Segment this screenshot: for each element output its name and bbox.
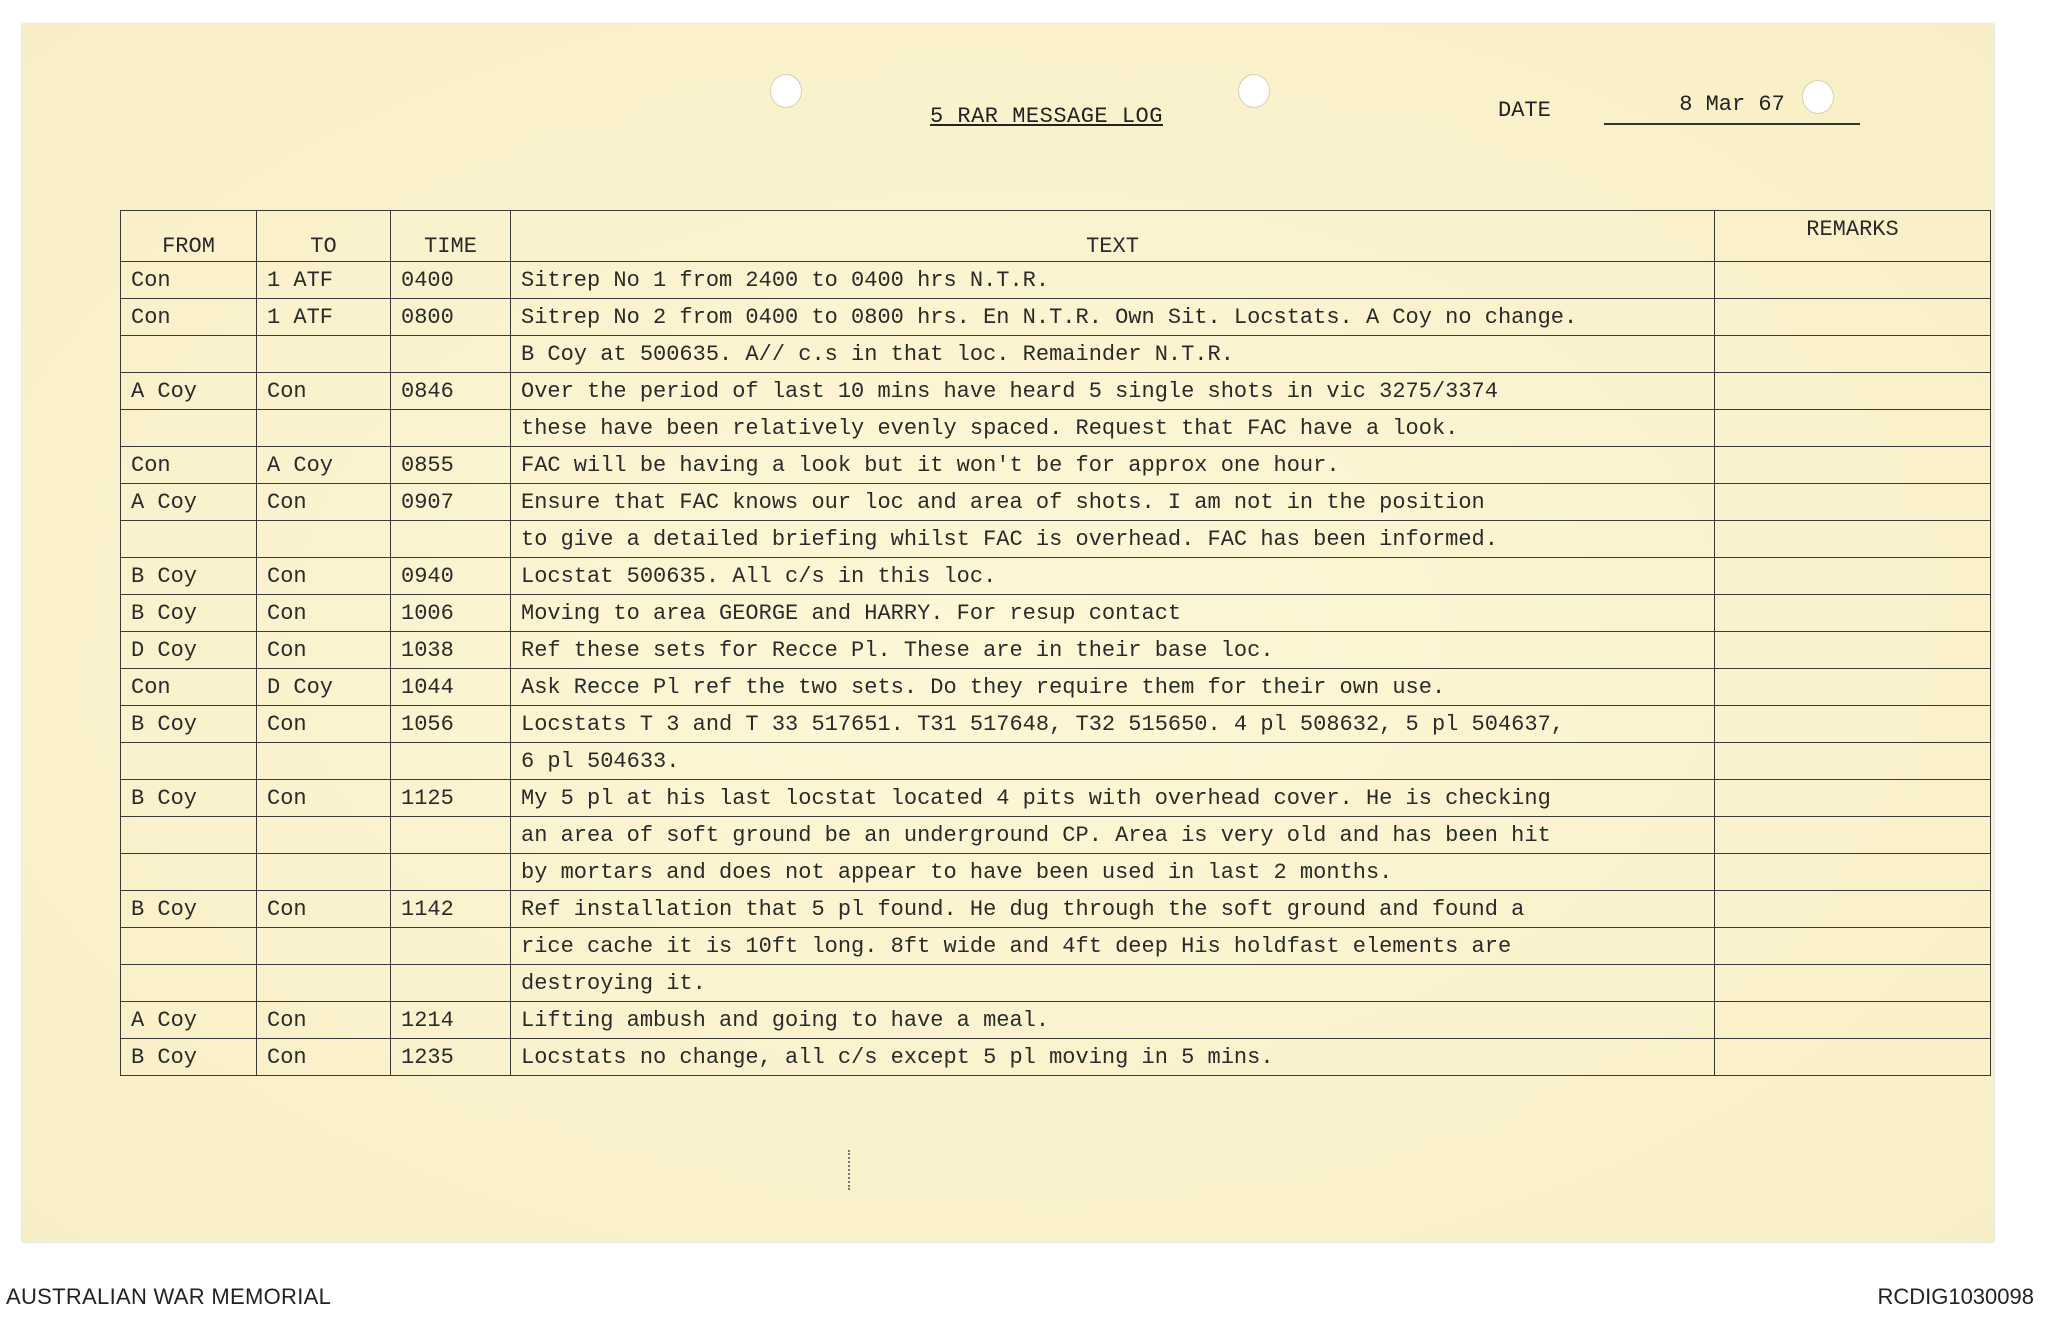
punch-hole — [770, 74, 802, 108]
cell-time: 1235 — [391, 1039, 511, 1076]
cell-to: Con — [257, 780, 391, 817]
table-row — [121, 262, 1991, 299]
cell-from: B Coy — [121, 558, 257, 595]
cell-text: 6 pl 504633. — [511, 743, 1715, 780]
table-row — [121, 891, 1991, 928]
cell-remarks — [1715, 373, 1991, 410]
cell-to: Con — [257, 595, 391, 632]
cell-time — [391, 743, 511, 780]
cell-time: 1056 — [391, 706, 511, 743]
document-title: 5 RAR MESSAGE LOG — [930, 104, 1163, 129]
cell-text: Sitrep No 1 from 2400 to 0400 hrs N.T.R. — [511, 262, 1715, 299]
cell-remarks — [1715, 706, 1991, 743]
table-row — [121, 373, 1991, 410]
cell-to: Con — [257, 891, 391, 928]
cell-remarks — [1715, 780, 1991, 817]
cell-remarks — [1715, 336, 1991, 373]
cell-time: 1006 — [391, 595, 511, 632]
cell-text: Locstats T 3 and T 33 517651. T31 517648, T32 515650. 4 pl 508632, 5 pl 504637, — [511, 706, 1715, 743]
cell-to: Con — [257, 373, 391, 410]
cell-to — [257, 410, 391, 447]
cell-time — [391, 928, 511, 965]
cell-to: Con — [257, 484, 391, 521]
cell-remarks — [1715, 632, 1991, 669]
table-row — [121, 965, 1991, 1002]
cell-time — [391, 965, 511, 1002]
cell-from: B Coy — [121, 891, 257, 928]
cell-from — [121, 817, 257, 854]
cell-from: Con — [121, 669, 257, 706]
cell-text: Ref these sets for Recce Pl. These are in their base loc. — [511, 632, 1715, 669]
cell-from: Con — [121, 447, 257, 484]
cell-time: 0940 — [391, 558, 511, 595]
table-row — [121, 595, 1991, 632]
column-header-time: TIME — [391, 211, 511, 262]
cell-text: B Coy at 500635. A// c.s in that loc. Remainder N.T.R. — [511, 336, 1715, 373]
message-log-table — [120, 210, 1991, 1076]
cell-text: Over the period of last 10 mins have heard 5 single shots in vic 3275/3374 — [511, 373, 1715, 410]
cell-to: 1 ATF — [257, 299, 391, 336]
cell-to: A Coy — [257, 447, 391, 484]
header-row — [121, 211, 1991, 262]
cell-from: A Coy — [121, 484, 257, 521]
cell-time: 1214 — [391, 1002, 511, 1039]
cell-remarks — [1715, 1002, 1991, 1039]
cell-to — [257, 965, 391, 1002]
cell-from: A Coy — [121, 373, 257, 410]
column-header-remarks: REMARKS — [1715, 211, 1991, 262]
cell-from — [121, 965, 257, 1002]
cell-remarks — [1715, 854, 1991, 891]
cell-time: 1044 — [391, 669, 511, 706]
table-row — [121, 743, 1991, 780]
table-row — [121, 484, 1991, 521]
cell-from — [121, 521, 257, 558]
table-row — [121, 817, 1991, 854]
cell-time: 1125 — [391, 780, 511, 817]
cell-to: Con — [257, 1039, 391, 1076]
cell-from: B Coy — [121, 595, 257, 632]
cell-to: Con — [257, 1002, 391, 1039]
cell-remarks — [1715, 1039, 1991, 1076]
cell-to: Con — [257, 706, 391, 743]
cell-text: to give a detailed briefing whilst FAC is overhead. FAC has been informed. — [511, 521, 1715, 558]
cell-time: 0400 — [391, 262, 511, 299]
cell-from — [121, 854, 257, 891]
footer-source: AUSTRALIAN WAR MEMORIAL — [6, 1284, 332, 1309]
cell-from: B Coy — [121, 1039, 257, 1076]
cell-text: Locstats no change, all c/s except 5 pl moving in 5 mins. — [511, 1039, 1715, 1076]
cell-from — [121, 928, 257, 965]
cell-from — [121, 743, 257, 780]
table-row — [121, 632, 1991, 669]
punch-hole — [1238, 74, 1270, 108]
cell-text: an area of soft ground be an underground CP. Area is very old and has been hit — [511, 817, 1715, 854]
column-header-text: TEXT — [511, 211, 1715, 262]
cell-to: Con — [257, 632, 391, 669]
table-row — [121, 854, 1991, 891]
cell-remarks — [1715, 891, 1991, 928]
cell-text: Sitrep No 2 from 0400 to 0800 hrs. En N.T.R. Own Sit. Locstats. A Coy no change. — [511, 299, 1715, 336]
log-body — [121, 262, 1991, 1076]
cell-time: 0800 — [391, 299, 511, 336]
cell-time: 0907 — [391, 484, 511, 521]
cell-from — [121, 336, 257, 373]
table-row — [121, 780, 1991, 817]
cell-text: Ask Recce Pl ref the two sets. Do they require them for their own use. — [511, 669, 1715, 706]
cell-remarks — [1715, 262, 1991, 299]
cell-remarks — [1715, 595, 1991, 632]
cell-remarks — [1715, 669, 1991, 706]
cell-remarks — [1715, 817, 1991, 854]
footer-id: RCDIG1030098 — [1877, 1284, 2034, 1309]
cell-to — [257, 817, 391, 854]
cell-remarks — [1715, 965, 1991, 1002]
table-row — [121, 410, 1991, 447]
cell-text: these have been relatively evenly spaced. Request that FAC have a look. — [511, 410, 1715, 447]
cell-text: destroying it. — [511, 965, 1715, 1002]
date-label: DATE — [1498, 98, 1551, 123]
cell-to — [257, 928, 391, 965]
date-value: 8 Mar 67 — [1604, 92, 1860, 125]
cell-remarks — [1715, 928, 1991, 965]
cell-text: Ref installation that 5 pl found. He dug through the soft ground and found a — [511, 891, 1715, 928]
cell-time — [391, 336, 511, 373]
table-row — [121, 1002, 1991, 1039]
cell-text: rice cache it is 10ft long. 8ft wide and 4ft deep His holdfast elements are — [511, 928, 1715, 965]
column-header-to: TO — [257, 211, 391, 262]
cell-time: 0855 — [391, 447, 511, 484]
cell-to — [257, 521, 391, 558]
table-row — [121, 669, 1991, 706]
cell-remarks — [1715, 447, 1991, 484]
cell-from: Con — [121, 262, 257, 299]
cell-text: Ensure that FAC knows our loc and area of shots. I am not in the position — [511, 484, 1715, 521]
cell-from: Con — [121, 299, 257, 336]
cell-to — [257, 336, 391, 373]
column-header-from: FROM — [121, 211, 257, 262]
cell-remarks — [1715, 743, 1991, 780]
cell-from: A Coy — [121, 1002, 257, 1039]
cell-from: D Coy — [121, 632, 257, 669]
table-row — [121, 521, 1991, 558]
cell-text: Lifting ambush and going to have a meal. — [511, 1002, 1715, 1039]
cell-from: B Coy — [121, 706, 257, 743]
table-row — [121, 299, 1991, 336]
cell-from — [121, 410, 257, 447]
cell-to — [257, 854, 391, 891]
cell-time: 0846 — [391, 373, 511, 410]
table-row — [121, 558, 1991, 595]
cell-remarks — [1715, 558, 1991, 595]
cell-to: Con — [257, 558, 391, 595]
table-row — [121, 1039, 1991, 1076]
ink-mark — [848, 1150, 852, 1190]
cell-time: 1142 — [391, 891, 511, 928]
table-row — [121, 928, 1991, 965]
cell-to — [257, 743, 391, 780]
cell-time — [391, 521, 511, 558]
cell-to: D Coy — [257, 669, 391, 706]
cell-remarks — [1715, 299, 1991, 336]
cell-time — [391, 410, 511, 447]
cell-to: 1 ATF — [257, 262, 391, 299]
table-row — [121, 447, 1991, 484]
cell-text: My 5 pl at his last locstat located 4 pits with overhead cover. He is checking — [511, 780, 1715, 817]
cell-text: by mortars and does not appear to have been used in last 2 months. — [511, 854, 1715, 891]
cell-time: 1038 — [391, 632, 511, 669]
cell-from: B Coy — [121, 780, 257, 817]
cell-time — [391, 817, 511, 854]
cell-text: Locstat 500635. All c/s in this loc. — [511, 558, 1715, 595]
cell-text: FAC will be having a look but it won't be for approx one hour. — [511, 447, 1715, 484]
table-row — [121, 706, 1991, 743]
table-row — [121, 336, 1991, 373]
cell-time — [391, 854, 511, 891]
cell-text: Moving to area GEORGE and HARRY. For resup contact — [511, 595, 1715, 632]
cell-remarks — [1715, 521, 1991, 558]
cell-remarks — [1715, 410, 1991, 447]
cell-remarks — [1715, 484, 1991, 521]
